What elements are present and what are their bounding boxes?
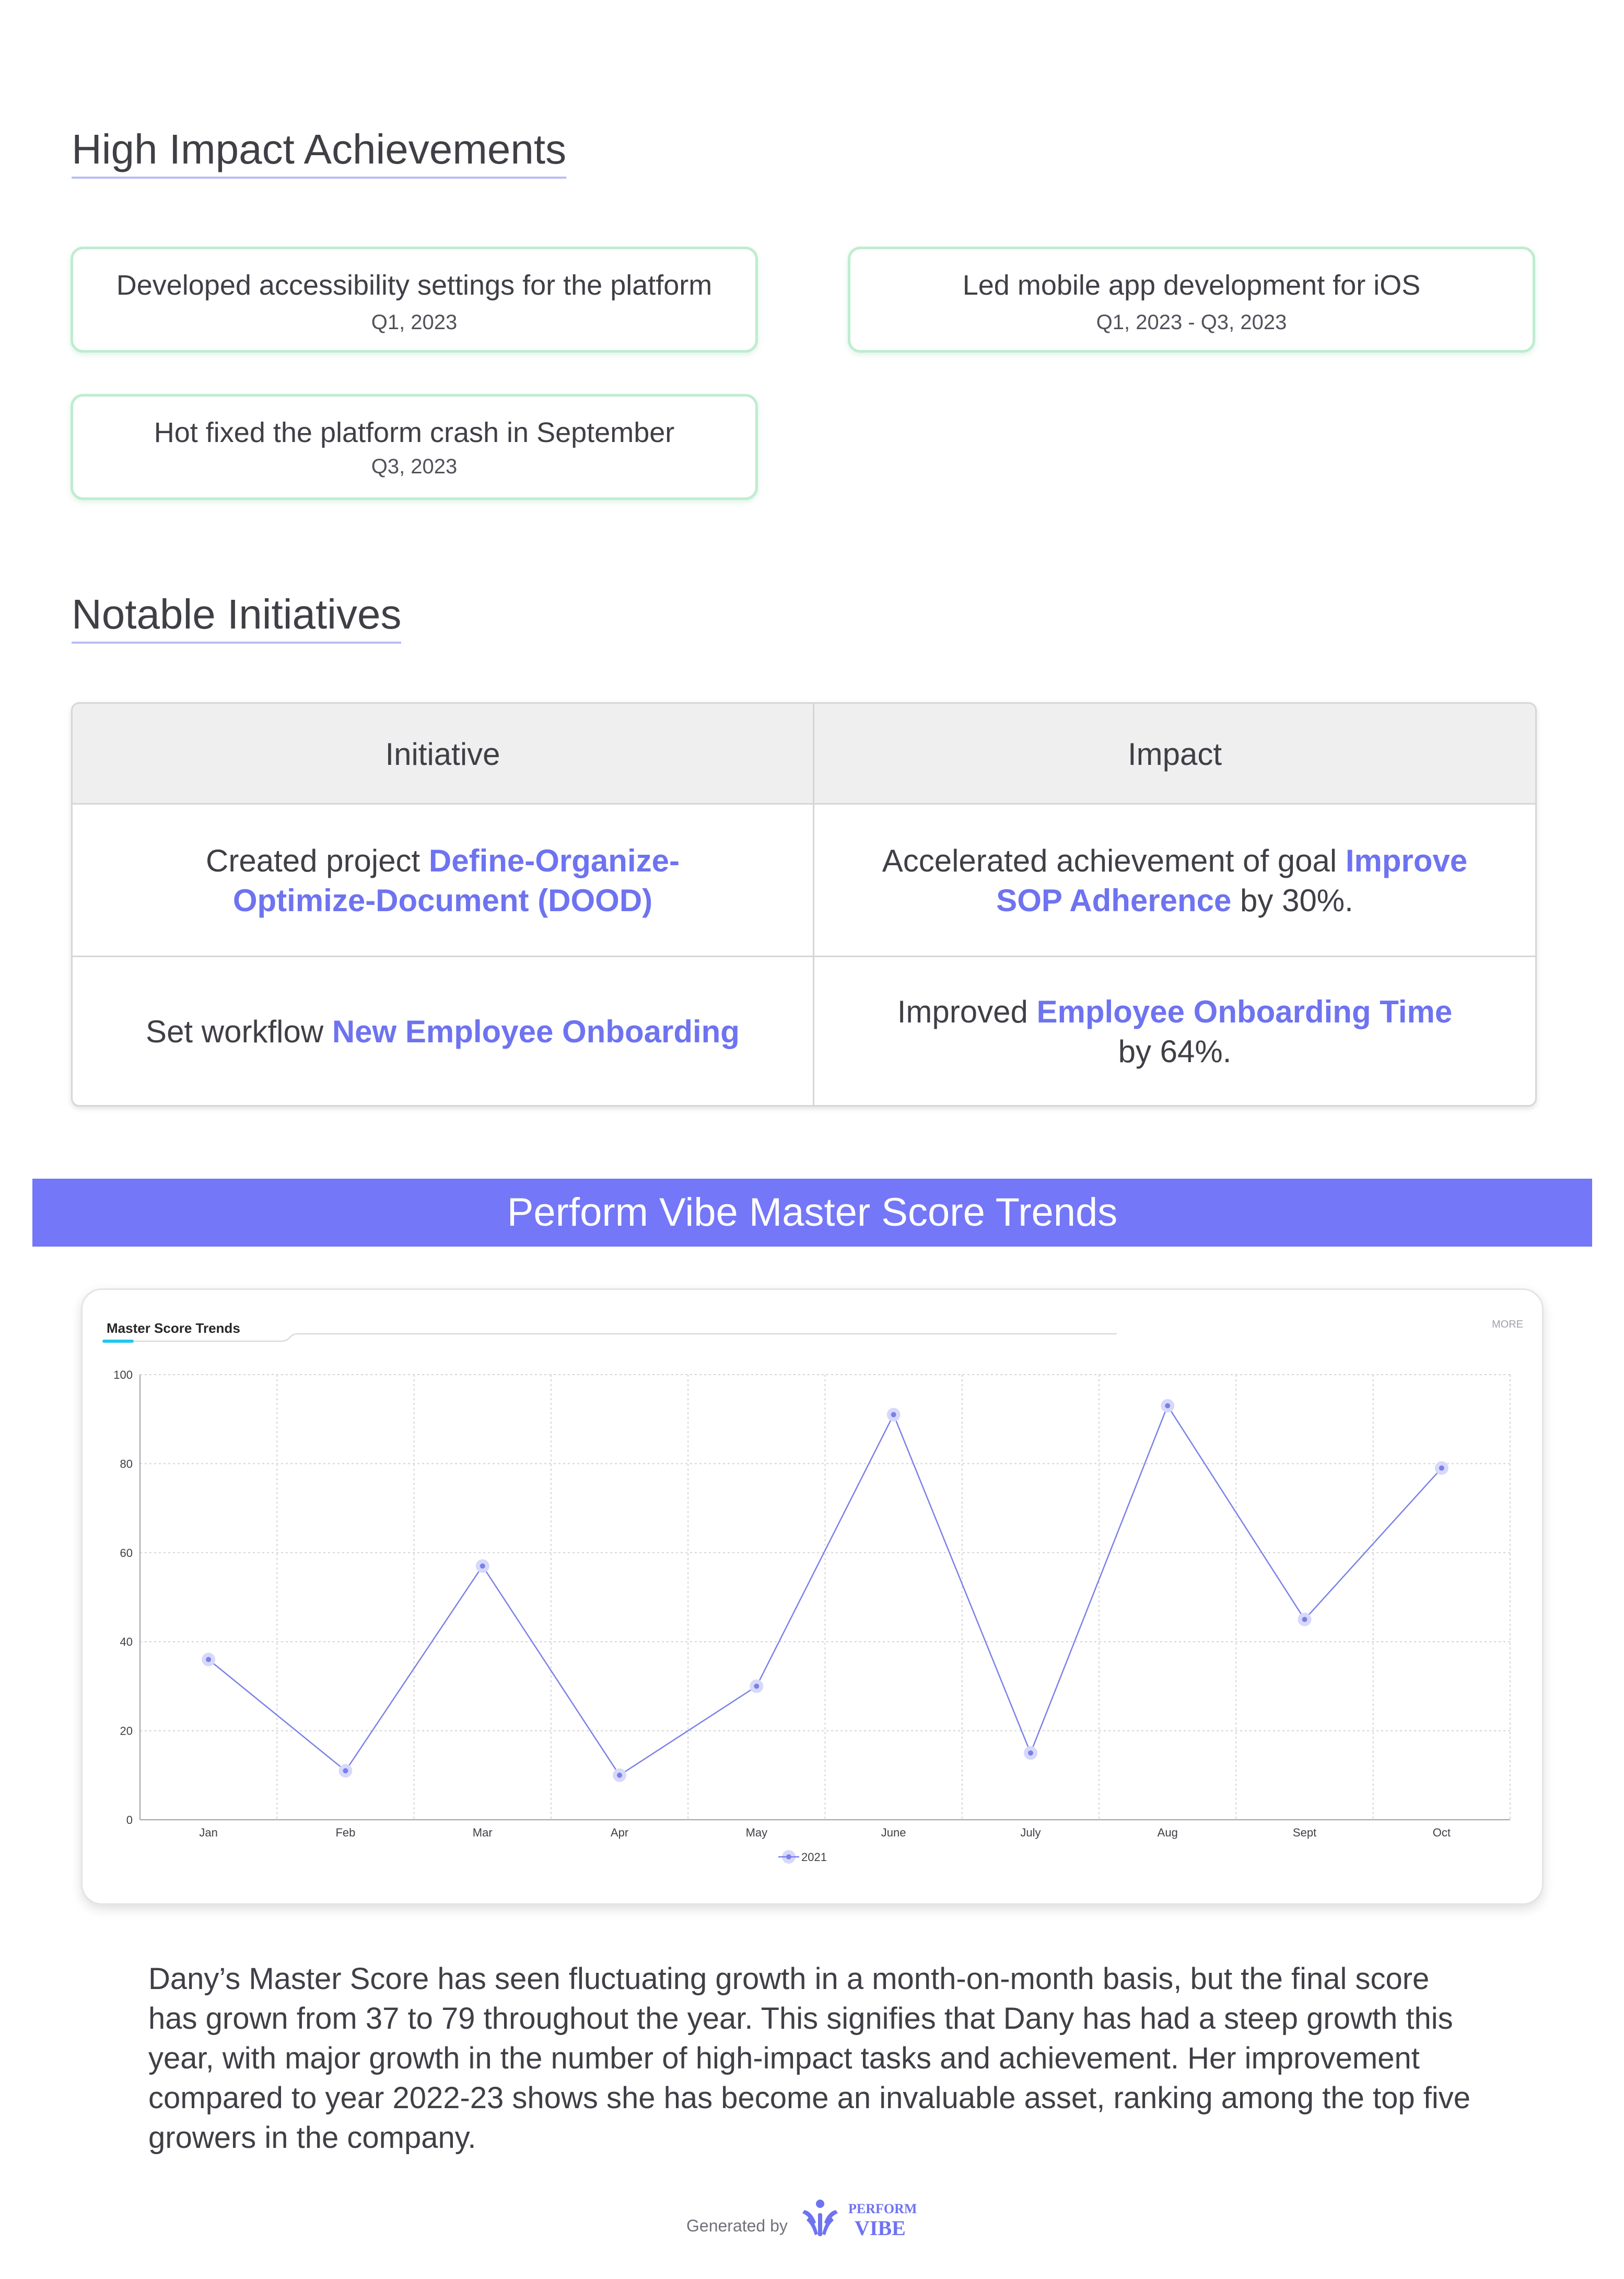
achievement-title: Hot fixed the platform crash in September bbox=[154, 417, 675, 448]
data-point bbox=[617, 1773, 622, 1778]
brand-line-2: VIBE bbox=[855, 2216, 906, 2240]
impact-suffix: by 64%. bbox=[1118, 1033, 1232, 1069]
table-header bbox=[73, 704, 1535, 805]
initiative-text: Set workflow bbox=[146, 1014, 332, 1049]
data-point bbox=[1439, 1466, 1444, 1471]
section-banner: Perform Vibe Master Score Trends bbox=[32, 1179, 1592, 1247]
footer bbox=[686, 2197, 958, 2245]
y-tick-label: 0 bbox=[126, 1813, 133, 1827]
y-tick-label: 60 bbox=[120, 1546, 133, 1560]
table-row bbox=[73, 806, 1535, 956]
x-tick-label: July bbox=[1020, 1826, 1041, 1839]
x-tick-label: Jan bbox=[199, 1826, 218, 1839]
goal-link[interactable]: Employee Onboarding Time bbox=[1036, 994, 1453, 1029]
data-point bbox=[343, 1768, 348, 1773]
x-tick-label: Feb bbox=[335, 1826, 356, 1839]
tab-underline bbox=[134, 1334, 1117, 1341]
table-row bbox=[73, 957, 1535, 1106]
data-point bbox=[1028, 1750, 1033, 1755]
initiative-link[interactable]: Define-Organize-Optimize-Document (DOOD) bbox=[232, 843, 680, 918]
generated-by-label: Generated by bbox=[686, 2216, 788, 2235]
x-tick-label: May bbox=[745, 1826, 768, 1839]
data-point bbox=[754, 1683, 759, 1689]
x-tick-label: Aug bbox=[1157, 1826, 1178, 1839]
chart-tab-label[interactable]: Master Score Trends bbox=[107, 1320, 240, 1336]
initiatives-table bbox=[71, 702, 1537, 1107]
data-point bbox=[480, 1563, 485, 1568]
data-point bbox=[206, 1657, 211, 1662]
x-tick-label: Mar bbox=[472, 1826, 493, 1839]
data-point bbox=[891, 1412, 896, 1417]
goal-link[interactable]: Improve SOP Adherence bbox=[996, 843, 1468, 918]
achievement-period: Q1, 2023 bbox=[371, 311, 458, 334]
x-tick-label: Sept bbox=[1292, 1826, 1317, 1839]
y-tick-label: 40 bbox=[120, 1635, 133, 1649]
impact-suffix: by 30%. bbox=[1231, 883, 1353, 918]
x-tick-label: June bbox=[881, 1826, 906, 1839]
impact-text: Improved bbox=[897, 994, 1037, 1029]
impact-text: Accelerated achievement of goal bbox=[882, 843, 1346, 878]
data-point bbox=[1165, 1403, 1170, 1409]
legend-label: 2021 bbox=[801, 1851, 827, 1864]
y-tick-label: 20 bbox=[120, 1724, 133, 1738]
column-header-impact: Impact bbox=[1127, 737, 1222, 772]
data-point bbox=[1302, 1617, 1307, 1622]
initiative-cell bbox=[73, 957, 813, 1106]
achievement-card bbox=[71, 247, 758, 353]
x-tick-label: Apr bbox=[610, 1826, 629, 1839]
achievement-title: Led mobile app development for iOS bbox=[962, 270, 1421, 301]
achievement-card bbox=[848, 247, 1535, 353]
achievement-period: Q3, 2023 bbox=[371, 455, 458, 478]
active-tab-indicator bbox=[102, 1340, 134, 1343]
impact-cell bbox=[814, 806, 1535, 956]
line-chart bbox=[83, 1290, 1545, 1906]
achievement-title: Developed accessibility settings for the platform bbox=[116, 270, 712, 301]
initiative-cell bbox=[73, 806, 813, 956]
initiative-text: Created project bbox=[206, 843, 429, 878]
achievements-heading: High Impact Achievements bbox=[72, 125, 566, 179]
y-tick-label: 100 bbox=[113, 1368, 133, 1381]
y-tick-label: 80 bbox=[120, 1457, 133, 1471]
chart-card bbox=[81, 1288, 1544, 1905]
initiatives-heading: Notable Initiatives bbox=[72, 590, 401, 644]
logo-mark-icon bbox=[802, 2200, 838, 2236]
achievement-card bbox=[71, 394, 758, 500]
more-button[interactable]: MORE bbox=[1492, 1319, 1523, 1330]
column-header-initiative: Initiative bbox=[385, 737, 500, 772]
impact-cell bbox=[814, 957, 1535, 1106]
score-summary: Dany’s Master Score has seen fluctuating growth in a month-on-month basis, but the final score has grown from 37 to 79 throughout the year. This signifies that Dany has had a steep growth this year, with major growth in the number of high-impact tasks and achievement. Her improvement compared to year 2022-23 shows she has become an invaluable asset, ranking among the top five growers in the company. bbox=[148, 1962, 1470, 2155]
perform-vibe-logo bbox=[802, 2197, 928, 2245]
x-tick-label: Oct bbox=[1432, 1826, 1451, 1839]
initiative-link[interactable]: New Employee Onboarding bbox=[332, 1014, 740, 1049]
achievement-period: Q1, 2023 - Q3, 2023 bbox=[1096, 311, 1287, 334]
brand-line-1: PERFORM bbox=[848, 2201, 917, 2216]
legend-marker bbox=[786, 1854, 791, 1859]
